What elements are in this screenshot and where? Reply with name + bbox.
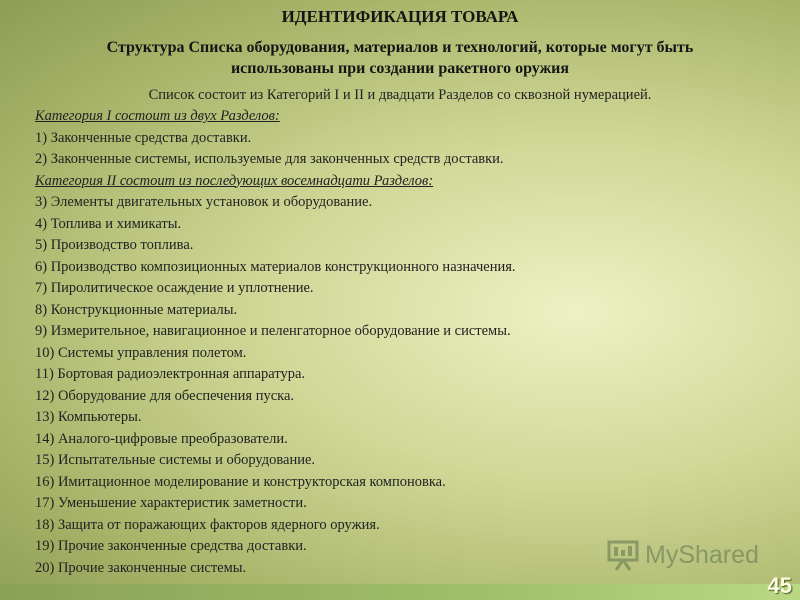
category-heading: Категория II состоит из последующих восемнадцати Разделов: xyxy=(35,172,434,189)
list-item: 19) Прочие законченные средства доставки. xyxy=(35,538,307,554)
list-item: 9) Измерительное, навигационное и пеленгаторное оборудование и системы. xyxy=(35,323,511,339)
list-item: 17) Уменьшение характеристик заметности. xyxy=(35,495,307,511)
list-item: 7) Пиролитическое осаждение и уплотнение. xyxy=(35,280,314,296)
page-number: 45 xyxy=(767,573,792,598)
list-item: 1) Законченные средства доставки. xyxy=(35,129,252,146)
list-item: 8) Конструкционные материалы. xyxy=(35,301,238,318)
slide-title: ИДЕНТИФИКАЦИЯ ТОВАРА xyxy=(281,7,519,26)
list-item: 12) Оборудование для обеспечения пуска. xyxy=(35,387,295,404)
list-item: 11) Бортовая радиоэлектронная аппаратура. xyxy=(35,366,306,382)
list-item: 2) Законченные системы, используемые для законченных средств доставки. xyxy=(35,151,504,167)
myshared-watermark xyxy=(606,537,759,573)
intro-text: Список состоит из Категорий I и II и двадцати Разделов со сквозной нумерацией. xyxy=(148,87,652,103)
section-list xyxy=(35,106,775,579)
slide-subtitle xyxy=(40,37,760,79)
subtitle-line-2: использованы при создании ракетного оружия xyxy=(230,60,570,77)
list-item: 3) Элементы двигательных установок и оборудование. xyxy=(35,194,373,210)
list-item: 10) Системы управления полетом. xyxy=(35,344,247,361)
list-item: 4) Топлива и химикаты. xyxy=(35,215,182,232)
list-item: 18) Защита от поражающих факторов ядерного оружия. xyxy=(35,516,380,533)
category-heading: Категория I состоит из двух Разделов: xyxy=(35,108,280,124)
presentation-board-icon xyxy=(606,538,640,572)
list-item: 16) Имитационное моделирование и конструкторская компоновка. xyxy=(35,473,446,490)
list-item: 14) Аналого-цифровые преобразователи. xyxy=(35,430,288,447)
bottom-bar xyxy=(0,584,800,600)
subtitle-line-1: Структура Списка оборудования, материалов и технологий, которые могут быть xyxy=(106,39,694,56)
list-item: 6) Производство композиционных материалов конструкционного назначения. xyxy=(35,258,516,275)
list-item: 13) Компьютеры. xyxy=(35,409,142,425)
list-item: 5) Производство топлива. xyxy=(35,237,194,253)
list-item: 20) Прочие законченные системы. xyxy=(35,559,247,576)
list-item: 15) Испытательные системы и оборудование. xyxy=(35,452,316,468)
watermark-text: MyShared xyxy=(645,540,759,569)
